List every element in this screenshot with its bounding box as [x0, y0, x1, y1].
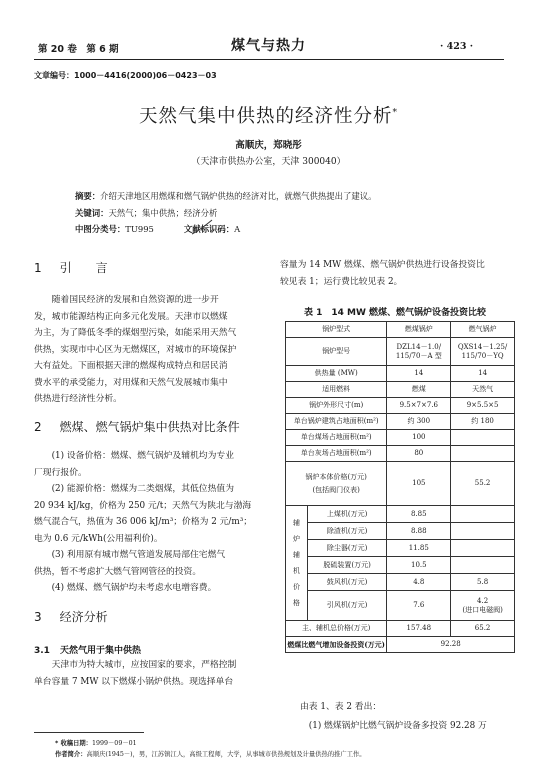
table-cell: 除渣机(万元) [307, 523, 387, 540]
text-line: 厂现行报价。 [34, 467, 87, 478]
table-cell: 9×5.5×5 [451, 398, 515, 414]
cell-line: 115/70－A 型 [395, 351, 442, 360]
table-cell: 除尘器(万元) [307, 540, 387, 557]
table-cell: 单台灰场占地面积(m²) [286, 446, 387, 462]
table-row [286, 621, 515, 637]
text-line: 随着国民经济的发展和自然资源的进一步开 [34, 295, 219, 305]
table-row [286, 446, 515, 462]
text-line: 燃气混合气，热值为 36 006 kJ/m³；价格为 2 元/m³； [34, 517, 253, 527]
table-row [286, 382, 515, 398]
section-2-title: 燃煤、燃气锅炉集中供热对比条件 [59, 420, 240, 434]
group-char: 炉 [292, 535, 300, 543]
table-cell: 11.85 [387, 540, 451, 557]
table-cell: 燃煤 [387, 382, 451, 398]
table-row [286, 591, 515, 621]
text-line: (1) 设备价格：燃煤、燃气锅炉及辅机均为专业 [34, 451, 234, 461]
cell-line: DZL14－1.0/ [396, 342, 442, 351]
table-cell: 燃煤比燃气增加设备投资(万元) [286, 637, 387, 653]
section-2-heading [34, 418, 240, 435]
table-row [286, 322, 515, 338]
text-line: 天津市为特大城市，应按国家的要求，严格控制 [34, 660, 237, 670]
footnote-text: 高顺庆(1945－)，男，江苏镇江人，高级工程师，大学，从事城市供热规划及计量供热的推广工作。 [86, 751, 366, 758]
table-header-cell: 锅炉型式 [286, 322, 387, 338]
table-cell: 9.5×7×7.6 [387, 398, 451, 414]
section-1-number: 1 [34, 261, 42, 275]
affiliation: （天津市供热办公室，天津 300040） [191, 157, 346, 167]
text-line: 为主，为了降低冬季的煤烟型污染，如能采用天然气 [34, 328, 237, 338]
table-cell: 适用燃料 [286, 382, 387, 398]
paper-title [0, 102, 537, 128]
section-3-title: 经济分析 [59, 610, 108, 624]
footnote-author-bio [55, 749, 366, 758]
group-char: 格 [292, 599, 300, 607]
table-1-caption: 表 1 14 MW 燃煤、燃气锅炉设备投资比较 [303, 308, 487, 318]
table-cell: 主、辅机总价格(万元) [286, 621, 387, 637]
cell-line: QXS14－1.25/ [457, 342, 508, 351]
section-3-1-title: 天然气用于集中供热 [59, 646, 141, 656]
table-row [286, 557, 515, 574]
cell-line: 115/70－YQ [461, 351, 504, 360]
section-2-number: 2 [34, 420, 42, 434]
table-cell: 单台煤场占地面积(m²) [286, 430, 387, 446]
table-cell [451, 430, 515, 446]
table-row [286, 366, 515, 382]
section-3-1-body [34, 657, 271, 690]
table-cell: 14 [387, 366, 451, 382]
doc-code-label: 文献标识码： [183, 224, 235, 234]
table-cell: 80 [387, 446, 451, 462]
doc-code: A [234, 224, 241, 234]
table-cell: 100 [387, 430, 451, 446]
text-line: 较见表 1；运行费比较见表 2。 [280, 276, 403, 287]
text-line: (2) 能源价格：燃煤为二类烟煤，其低位热值为 [34, 484, 234, 494]
keywords-label: 关键词： [75, 208, 109, 218]
section-1-title: 引 言 [59, 261, 108, 275]
table-cell [451, 446, 515, 462]
footnote-label: 作者简介： [55, 751, 87, 758]
keywords-text: 天然气；集中供热；经济分析 [108, 208, 218, 218]
clc-label: 中图分类号： [75, 224, 126, 234]
table-cell: 8.85 [387, 506, 451, 523]
group-char: 价 [292, 583, 300, 591]
table-cell: 上煤机(万元) [307, 506, 387, 523]
post-table-text: (1) 燃煤锅炉比燃气锅炉设备多投资 92.28 万 [300, 721, 487, 731]
section-3-1-heading [34, 643, 141, 656]
table-row [286, 637, 515, 653]
table-cell: 4.8 [387, 574, 451, 591]
table-row [286, 540, 515, 557]
text-line: 单台容量 7 MW 以下燃煤小锅炉供热。现选择单台 [34, 676, 234, 687]
table-row [286, 506, 515, 523]
table-cell: 约 180 [451, 414, 515, 430]
table-row [286, 574, 515, 591]
article-number: 文章编号：1000－4416(2000)06－0423－03 [34, 71, 217, 80]
table-row [286, 398, 515, 414]
table-cell: 约 300 [387, 414, 451, 430]
table-cell: 单台锅炉建筑占地面积(m²) [286, 414, 387, 430]
table-cell: 锅炉型号 [286, 338, 387, 366]
text-line: 20 934 kJ/kg，价格为 250 元/t；天然气为陕北与渤海 [34, 500, 252, 511]
table-cell: 鼓风机(万元) [307, 574, 387, 591]
text-line: 电为 0.6 元/kWh(公用福利价)。 [34, 533, 163, 544]
table-cell: 脱硫装置(万元) [307, 557, 387, 574]
table-header-cell: 燃气锅炉 [451, 322, 515, 338]
footnote-label: * 收稿日期： [55, 740, 92, 747]
abstract [75, 190, 377, 202]
clc-code: TU995 [125, 224, 154, 234]
text-line: 容量为 14 MW 燃煤、燃气锅炉供热进行设备投资比 [280, 260, 485, 270]
table-cell: 5.8 [451, 574, 515, 591]
section-3-number: 3 [34, 610, 42, 624]
section-2-body [34, 448, 271, 597]
header-rule [34, 59, 504, 60]
section-3-1-number: 3.1 [34, 646, 50, 656]
table-cell: 92.28 [387, 637, 515, 653]
table-cell: 55.2 [451, 462, 515, 506]
text-line: 供热进行经济性分析。 [34, 394, 122, 404]
table-header-cell: 燃煤锅炉 [387, 322, 451, 338]
table-cell [451, 591, 515, 621]
table-row [286, 523, 515, 540]
handwritten-check-mark [190, 218, 214, 238]
section-1-heading [34, 259, 108, 276]
title-footnote-mark: * [392, 107, 398, 118]
classification [75, 223, 240, 235]
table-cell [451, 557, 515, 574]
section-3-heading [34, 608, 108, 625]
table-cell [451, 523, 515, 540]
footnote-text: 1999－09－01 [91, 740, 137, 747]
post-table-text: 由表 1、表 2 看出： [300, 702, 382, 712]
text-line: 大有益处。下面根据天津的燃煤构成特点和居民消 [34, 361, 228, 371]
title-text: 天然气集中供热的经济性分析 [138, 106, 393, 127]
right-column-intro [280, 257, 520, 290]
table-row [286, 338, 515, 366]
table-group-cell [286, 506, 308, 621]
table-cell [451, 338, 515, 366]
cell-line: 4.2 [477, 596, 489, 605]
table-cell: 65.2 [451, 621, 515, 637]
footnote-rule [34, 732, 144, 733]
text-line: (3) 利用原有城市燃气管道发展局部住宅燃气 [34, 550, 226, 560]
table-cell: 供热量 (MW) [286, 366, 387, 382]
cell-line: (包括阀门仪表) [312, 485, 360, 494]
abstract-label: 摘要： [75, 191, 101, 201]
table-row [286, 462, 515, 506]
running-header-page: · 423 · [440, 41, 474, 52]
table-cell [451, 540, 515, 557]
abstract-text: 介绍天津地区用燃煤和燃气锅炉供热的经济对比，就燃气供热提出了建议。 [100, 191, 377, 201]
footnote-received [55, 738, 137, 747]
text-line: 供热，暂不考虑扩大燃气管网管径的投资。 [34, 566, 202, 577]
table-row [286, 430, 515, 446]
group-char: 机 [292, 567, 300, 575]
group-char: 辅 [292, 551, 300, 559]
table-cell: 7.6 [387, 591, 451, 621]
text-line: 费水平的承受能力，对用煤和天然气发展城市集中 [34, 377, 228, 388]
running-header-volume: 第 20 卷 第 6 期 [38, 44, 119, 55]
running-header-journal: 煤气与热力 [231, 38, 306, 54]
table-cell: 14 [451, 366, 515, 382]
table-cell [387, 338, 451, 366]
table-cell: 10.5 [387, 557, 451, 574]
text-line: 供热，实现市中心区为无燃煤区，对城市的环境保护 [34, 344, 237, 355]
section-1-body [34, 292, 271, 408]
table-1 [285, 321, 515, 653]
cell-line: (进口电磁阀) [462, 605, 503, 614]
table-cell: 引风机(万元) [307, 591, 387, 621]
table-cell: 157.48 [387, 621, 451, 637]
authors: 高顺庆，郑晓彤 [235, 140, 302, 151]
table-cell [286, 462, 387, 506]
table-cell: 8.88 [387, 523, 451, 540]
table-cell: 105 [387, 462, 451, 506]
table-row [286, 414, 515, 430]
cell-line: 锅炉本体价格(万元) [305, 472, 367, 481]
table-cell [451, 506, 515, 523]
table-cell: 天然气 [451, 382, 515, 398]
text-line: 发，城市能源结构正向多元化发展。天津市以燃煤 [34, 311, 228, 322]
group-char: 辅 [292, 519, 300, 527]
text-line: (4) 燃煤、燃气锅炉均未考虑水电增容费。 [34, 583, 217, 593]
table-cell: 锅炉外形尺寸(m) [286, 398, 387, 414]
